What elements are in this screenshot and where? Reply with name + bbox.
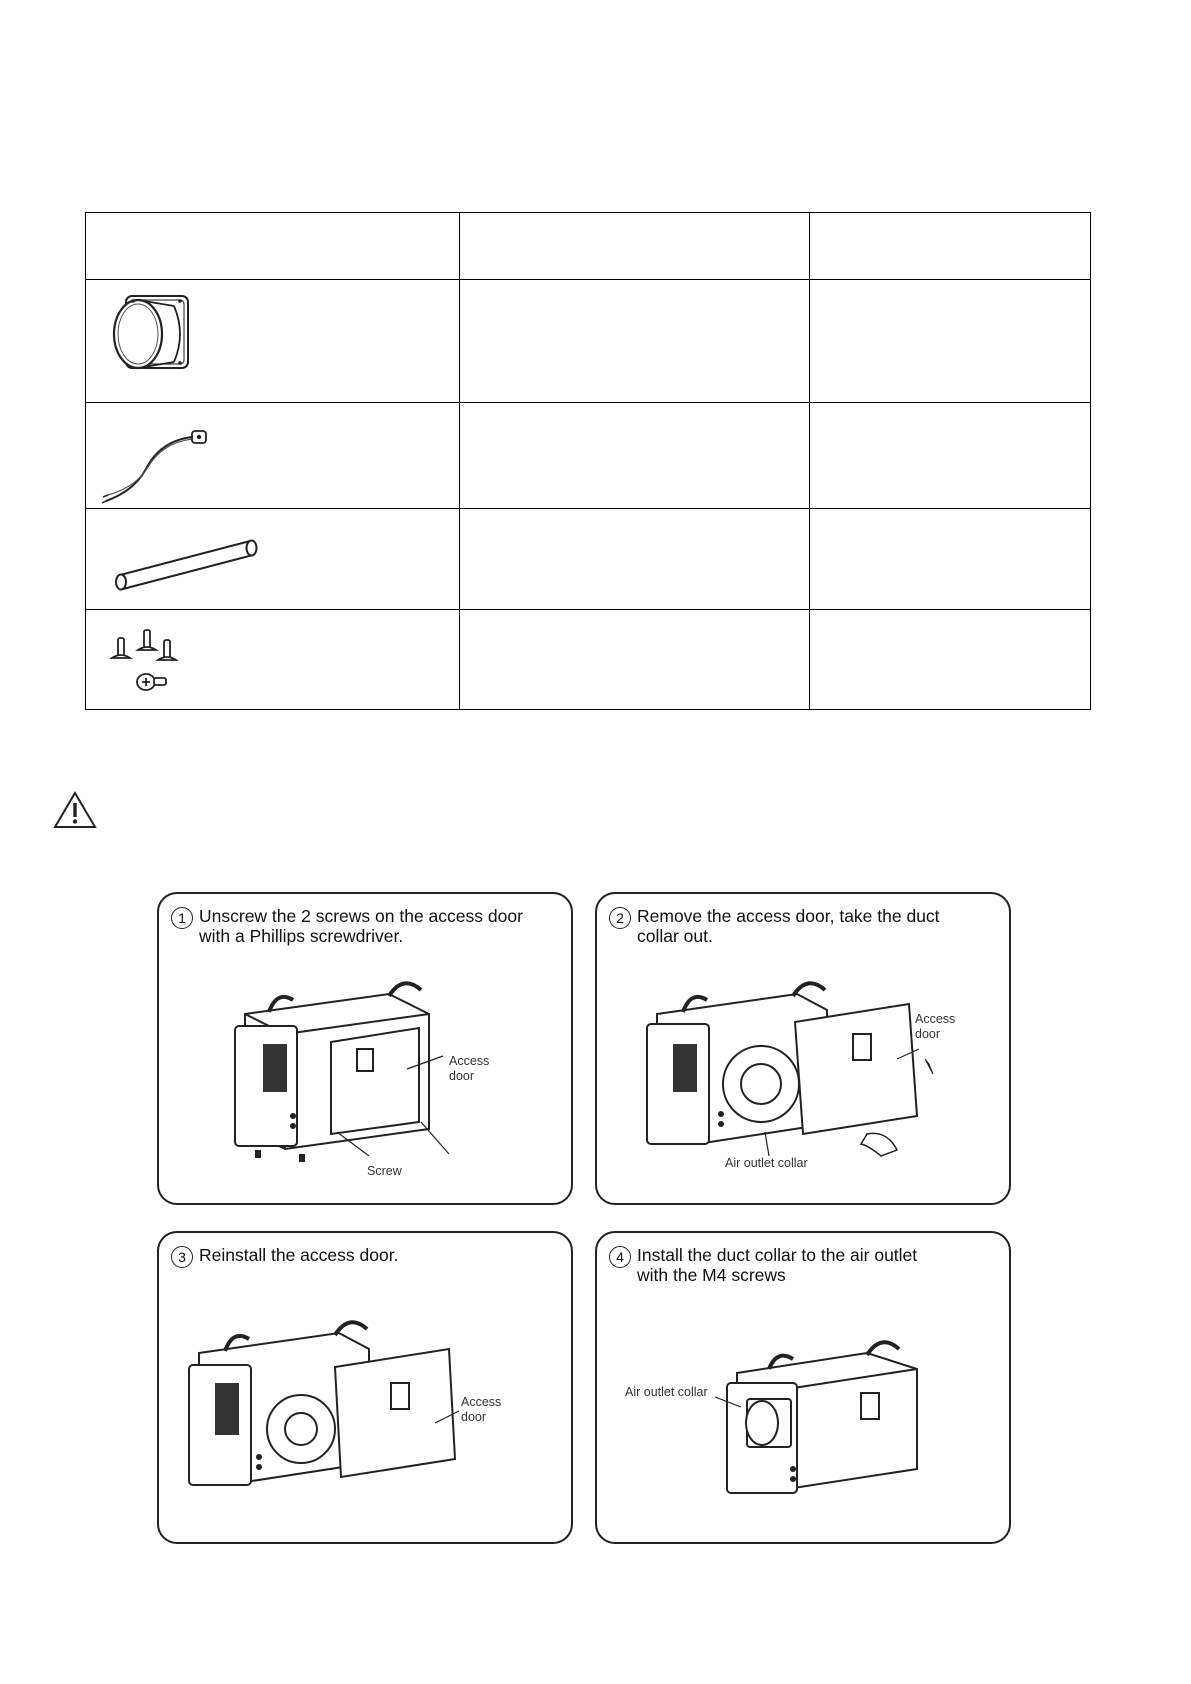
step-text-line: collar out. [637, 926, 713, 946]
header-cell [86, 213, 460, 280]
dehumidifier-illustration [159, 894, 573, 1205]
air-outlet-collar-label: Air outlet collar [725, 1156, 808, 1170]
label-line: Access [461, 1395, 502, 1409]
access-door-label [449, 1054, 489, 1084]
table-row [86, 609, 1091, 709]
duct-collar-icon [100, 286, 210, 396]
label-line: Access [915, 1012, 956, 1026]
table-cell [810, 280, 1091, 402]
table-cell [460, 280, 810, 402]
access-door-label [461, 1395, 501, 1425]
table-cell [810, 609, 1091, 709]
table-cell-image [86, 609, 460, 709]
label-line: Access [449, 1054, 490, 1068]
step-number: 2 [609, 907, 631, 929]
table-cell [810, 509, 1091, 609]
step-number: 3 [171, 1246, 193, 1268]
drain-hose-icon [100, 515, 270, 595]
table-cell [810, 402, 1091, 508]
warning-triangle-icon [52, 790, 98, 830]
install-step-4-panel [595, 1231, 1011, 1544]
install-step-2-panel [595, 892, 1011, 1205]
table-header-row [86, 213, 1091, 280]
label-line: door [915, 1027, 941, 1041]
step-text-line: with a Phillips screwdriver. [199, 926, 404, 946]
step-text-line: Install the duct collar to the air outlet [637, 1245, 918, 1265]
power-cord-icon [100, 409, 230, 509]
table-cell [460, 509, 810, 609]
step-number: 1 [171, 907, 193, 929]
table-cell-image [86, 280, 460, 402]
dehumidifier-illustration [159, 1233, 573, 1544]
table-row [86, 509, 1091, 609]
table-cell [460, 402, 810, 508]
table-row [86, 402, 1091, 508]
label-line: door [461, 1410, 487, 1424]
step-number: 4 [609, 1246, 631, 1268]
table-cell-image [86, 402, 460, 508]
install-step-3-panel [157, 1231, 573, 1544]
table-cell-image [86, 509, 460, 609]
air-outlet-collar-label: Air outlet collar [625, 1385, 708, 1399]
label-line: door [449, 1069, 475, 1083]
access-door-label [915, 1012, 955, 1042]
accessories-table [85, 212, 1091, 710]
step-text-line: Unscrew the 2 screws on the access door [199, 906, 523, 926]
step-text-line: Reinstall the access door. [199, 1245, 399, 1265]
install-step-1-panel [157, 892, 573, 1205]
header-cell [810, 213, 1091, 280]
screws-icon [100, 616, 210, 706]
screw-label: Screw [367, 1164, 402, 1178]
step-text-line: with the M4 screws [637, 1265, 786, 1285]
step-text-line: Remove the access door, take the duct [637, 906, 940, 926]
table-row [86, 280, 1091, 402]
table-cell [460, 609, 810, 709]
header-cell [460, 213, 810, 280]
